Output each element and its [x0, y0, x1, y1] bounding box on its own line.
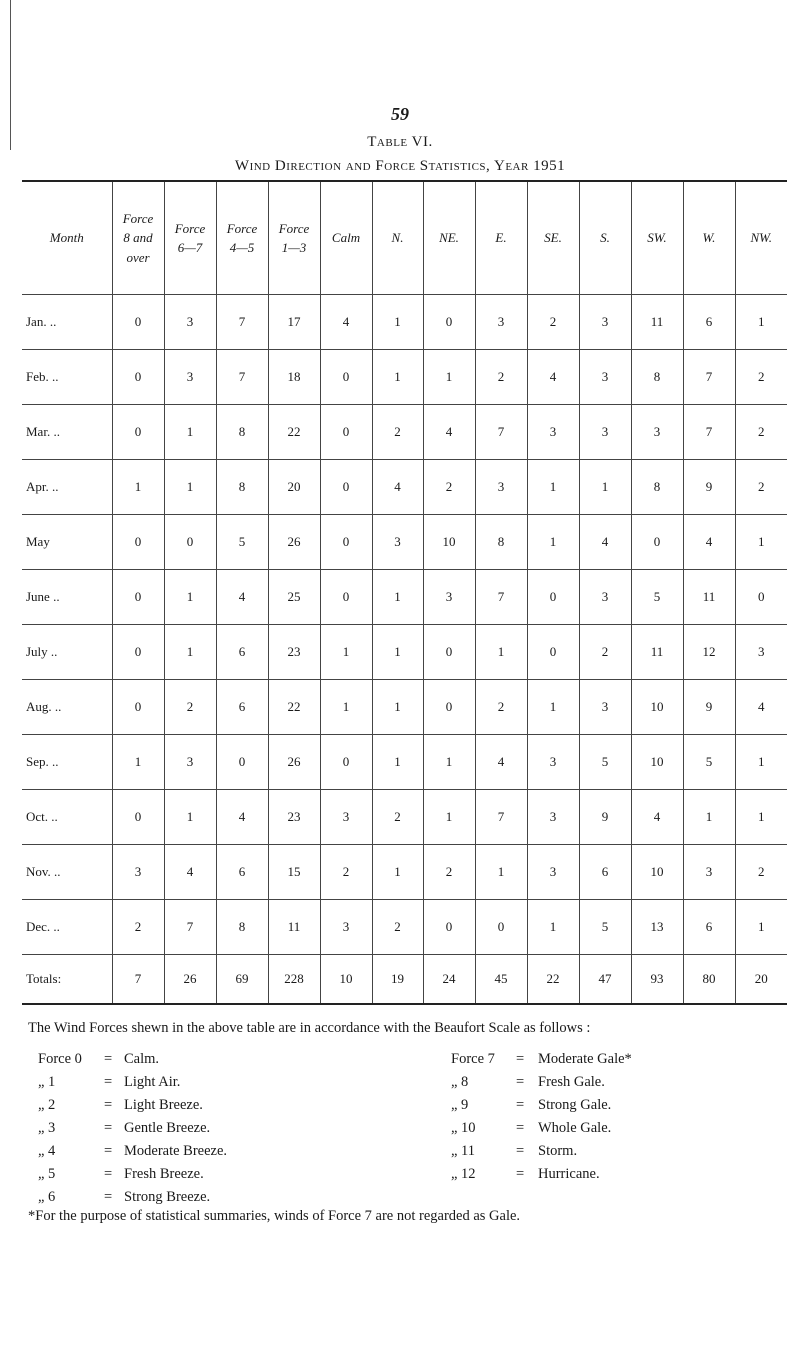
- total-cell: 93: [631, 955, 683, 1005]
- value-cell: 13: [631, 900, 683, 955]
- force-label: „ 9: [451, 1097, 469, 1113]
- force-description: Strong Gale.: [538, 1097, 612, 1113]
- page-edge-mark: [0, 0, 11, 150]
- scale-row: [38, 1186, 778, 1209]
- totals-row: [22, 955, 787, 1005]
- value-cell: 1: [735, 790, 787, 845]
- scale-row: [38, 1117, 778, 1140]
- force-label: „ 5: [38, 1166, 56, 1182]
- table-row: [22, 405, 787, 460]
- equals-sign: =: [104, 1120, 113, 1136]
- value-cell: 3: [527, 405, 579, 460]
- month-cell: Aug. ..: [22, 680, 112, 735]
- column-header: [631, 181, 683, 295]
- value-cell: 8: [216, 405, 268, 460]
- total-cell: 20: [735, 955, 787, 1005]
- equals-sign: =: [104, 1166, 113, 1182]
- value-cell: 2: [735, 405, 787, 460]
- value-cell: 7: [164, 900, 216, 955]
- force-description: Gentle Breeze.: [124, 1120, 211, 1136]
- value-cell: 4: [320, 295, 372, 350]
- force-description: Strong Breeze.: [124, 1189, 211, 1205]
- value-cell: 8: [631, 350, 683, 405]
- column-header: [527, 181, 579, 295]
- scale-row: [38, 1140, 778, 1163]
- value-cell: 1: [423, 350, 475, 405]
- value-cell: 1: [112, 460, 164, 515]
- header-line: 8 and: [123, 230, 153, 246]
- header-line: 1—3: [281, 240, 307, 255]
- month-cell: Nov. ..: [22, 845, 112, 900]
- value-cell: 1: [735, 900, 787, 955]
- force-label: „ 2: [38, 1097, 56, 1113]
- value-cell: 6: [683, 295, 735, 350]
- total-cell: 10: [320, 955, 372, 1005]
- value-cell: 8: [216, 460, 268, 515]
- beaufort-scale: [38, 1048, 778, 1209]
- value-cell: 1: [735, 735, 787, 790]
- value-cell: 3: [527, 790, 579, 845]
- table-row: [22, 680, 787, 735]
- value-cell: 0: [112, 350, 164, 405]
- equals-sign: =: [104, 1143, 113, 1159]
- month-cell: May: [22, 515, 112, 570]
- total-cell: 24: [423, 955, 475, 1005]
- value-cell: 0: [112, 625, 164, 680]
- value-cell: 10: [631, 735, 683, 790]
- value-cell: 1: [112, 735, 164, 790]
- value-cell: 6: [683, 900, 735, 955]
- value-cell: 3: [112, 845, 164, 900]
- value-cell: 8: [631, 460, 683, 515]
- table-row: [22, 845, 787, 900]
- value-cell: 1: [423, 790, 475, 845]
- value-cell: 17: [268, 295, 320, 350]
- month-cell: June ..: [22, 570, 112, 625]
- header-line: 4—5: [229, 240, 255, 255]
- equals-sign: =: [516, 1051, 525, 1067]
- value-cell: 7: [475, 405, 527, 460]
- column-header: [216, 181, 268, 295]
- force-description: Moderate Gale*: [538, 1051, 632, 1067]
- value-cell: 2: [372, 405, 423, 460]
- total-cell: 47: [579, 955, 631, 1005]
- value-cell: 4: [372, 460, 423, 515]
- value-cell: 1: [320, 680, 372, 735]
- value-cell: 0: [112, 405, 164, 460]
- totals-label: Totals:: [22, 955, 112, 1005]
- column-header: [372, 181, 423, 295]
- value-cell: 23: [268, 625, 320, 680]
- total-cell: 26: [164, 955, 216, 1005]
- table-row: [22, 735, 787, 790]
- value-cell: 0: [320, 570, 372, 625]
- value-cell: 4: [216, 790, 268, 845]
- equals-sign: =: [516, 1120, 525, 1136]
- value-cell: 3: [164, 735, 216, 790]
- beaufort-intro: The Wind Forces shewn in the above table are in accordance with the Beaufort Scale as follows :: [28, 1020, 591, 1036]
- value-cell: 3: [372, 515, 423, 570]
- total-cell: 228: [268, 955, 320, 1005]
- force-label: „ 3: [38, 1120, 56, 1136]
- scale-row: [38, 1163, 778, 1186]
- header-line: SE.: [544, 230, 562, 246]
- value-cell: 6: [216, 845, 268, 900]
- value-cell: 0: [112, 515, 164, 570]
- value-cell: 5: [631, 570, 683, 625]
- header-line: over: [126, 249, 150, 265]
- column-header: [164, 181, 216, 295]
- value-cell: 1: [372, 350, 423, 405]
- value-cell: 6: [216, 680, 268, 735]
- value-cell: 0: [164, 515, 216, 570]
- value-cell: 3: [579, 405, 631, 460]
- value-cell: 22: [268, 405, 320, 460]
- value-cell: 23: [268, 790, 320, 845]
- value-cell: 0: [112, 295, 164, 350]
- value-cell: 5: [216, 515, 268, 570]
- equals-sign: =: [516, 1166, 525, 1182]
- value-cell: 0: [112, 680, 164, 735]
- value-cell: 11: [631, 295, 683, 350]
- value-cell: 3: [579, 350, 631, 405]
- value-cell: 1: [372, 680, 423, 735]
- value-cell: 3: [631, 405, 683, 460]
- value-cell: 1: [475, 625, 527, 680]
- value-cell: 1: [372, 570, 423, 625]
- value-cell: 2: [579, 625, 631, 680]
- value-cell: 20: [268, 460, 320, 515]
- header-line: NE.: [439, 230, 459, 246]
- force-label: „ 8: [451, 1074, 469, 1090]
- value-cell: 7: [475, 570, 527, 625]
- month-cell: July ..: [22, 625, 112, 680]
- equals-sign: =: [104, 1097, 113, 1113]
- value-cell: 0: [527, 570, 579, 625]
- total-cell: 80: [683, 955, 735, 1005]
- column-header: [735, 181, 787, 295]
- gale-footnote: *For the purpose of statistical summaries, winds of Force 7 are not regarded as Gale.: [28, 1208, 521, 1224]
- equals-sign: =: [104, 1051, 113, 1067]
- force-description: Calm.: [124, 1051, 160, 1067]
- month-cell: Sep. ..: [22, 735, 112, 790]
- value-cell: 2: [372, 900, 423, 955]
- header-line: W.: [702, 230, 716, 246]
- value-cell: 26: [268, 735, 320, 790]
- value-cell: 2: [320, 845, 372, 900]
- value-cell: 1: [372, 845, 423, 900]
- header-line: Force: [122, 210, 154, 226]
- column-header: [112, 181, 164, 295]
- force-label: „ 1: [38, 1074, 56, 1090]
- value-cell: 22: [268, 680, 320, 735]
- value-cell: 6: [216, 625, 268, 680]
- column-header-month: [22, 181, 112, 295]
- value-cell: 1: [683, 790, 735, 845]
- value-cell: 15: [268, 845, 320, 900]
- value-cell: 8: [475, 515, 527, 570]
- total-cell: 7: [112, 955, 164, 1005]
- table-row: [22, 350, 787, 405]
- table-row: [22, 295, 787, 350]
- force-description: Storm.: [538, 1143, 578, 1159]
- header-line: SW.: [647, 230, 667, 246]
- value-cell: 3: [164, 295, 216, 350]
- value-cell: 3: [423, 570, 475, 625]
- header-row: [22, 181, 787, 295]
- value-cell: 3: [527, 845, 579, 900]
- value-cell: 4: [735, 680, 787, 735]
- force-label: Force 7: [451, 1051, 495, 1067]
- value-cell: 0: [475, 900, 527, 955]
- force-label: Force 0: [38, 1051, 82, 1067]
- table-row: [22, 900, 787, 955]
- value-cell: 10: [631, 680, 683, 735]
- value-cell: 1: [372, 295, 423, 350]
- column-header: [579, 181, 631, 295]
- value-cell: 3: [320, 900, 372, 955]
- value-cell: 9: [579, 790, 631, 845]
- force-description: Light Breeze.: [124, 1097, 203, 1113]
- value-cell: 4: [475, 735, 527, 790]
- value-cell: 9: [683, 460, 735, 515]
- value-cell: 5: [579, 900, 631, 955]
- value-cell: 11: [268, 900, 320, 955]
- value-cell: 7: [683, 350, 735, 405]
- value-cell: 26: [268, 515, 320, 570]
- value-cell: 3: [735, 625, 787, 680]
- value-cell: 1: [164, 790, 216, 845]
- column-header: [423, 181, 475, 295]
- value-cell: 7: [216, 350, 268, 405]
- value-cell: 4: [527, 350, 579, 405]
- value-cell: 4: [631, 790, 683, 845]
- value-cell: 0: [423, 900, 475, 955]
- table-row: [22, 570, 787, 625]
- total-cell: 19: [372, 955, 423, 1005]
- column-header: [320, 181, 372, 295]
- header-line: Calm: [331, 230, 361, 246]
- force-description: Hurricane.: [538, 1166, 600, 1182]
- value-cell: 0: [112, 790, 164, 845]
- header-line: NW.: [750, 230, 773, 246]
- value-cell: 3: [320, 790, 372, 845]
- value-cell: 0: [320, 350, 372, 405]
- total-cell: 22: [527, 955, 579, 1005]
- value-cell: 4: [216, 570, 268, 625]
- value-cell: 10: [423, 515, 475, 570]
- equals-sign: =: [516, 1143, 525, 1159]
- value-cell: 3: [475, 460, 527, 515]
- header-line: E.: [495, 230, 507, 246]
- force-description: Light Air.: [124, 1074, 181, 1090]
- value-cell: 2: [527, 295, 579, 350]
- value-cell: 7: [475, 790, 527, 845]
- header-line: N.: [391, 230, 404, 246]
- value-cell: 0: [320, 460, 372, 515]
- total-cell: 69: [216, 955, 268, 1005]
- table-body: [22, 295, 787, 1005]
- table-row: [22, 790, 787, 845]
- value-cell: 2: [164, 680, 216, 735]
- force-description: Fresh Gale.: [538, 1074, 605, 1090]
- equals-sign: =: [516, 1074, 525, 1090]
- scale-row: [38, 1071, 778, 1094]
- value-cell: 0: [320, 405, 372, 460]
- force-label: „ 12: [451, 1166, 476, 1182]
- value-cell: 1: [475, 845, 527, 900]
- value-cell: 18: [268, 350, 320, 405]
- force-description: Fresh Breeze.: [124, 1166, 204, 1182]
- table-title: Wind Direction and Force Statistics, Year 1951: [234, 158, 566, 174]
- month-cell: Dec. ..: [22, 900, 112, 955]
- value-cell: 0: [112, 570, 164, 625]
- header-line: 6—7: [177, 240, 203, 255]
- header-line: Force: [226, 220, 258, 236]
- force-label: „ 11: [451, 1143, 476, 1159]
- force-description: Moderate Breeze.: [124, 1143, 228, 1159]
- value-cell: 4: [423, 405, 475, 460]
- header-line: Force: [174, 220, 206, 236]
- page-number: 59: [391, 104, 409, 124]
- value-cell: 1: [164, 460, 216, 515]
- value-cell: 25: [268, 570, 320, 625]
- value-cell: 1: [164, 625, 216, 680]
- value-cell: 1: [579, 460, 631, 515]
- value-cell: 5: [683, 735, 735, 790]
- value-cell: 0: [320, 515, 372, 570]
- value-cell: 5: [579, 735, 631, 790]
- value-cell: 7: [216, 295, 268, 350]
- value-cell: 1: [527, 515, 579, 570]
- value-cell: 6: [579, 845, 631, 900]
- value-cell: 4: [164, 845, 216, 900]
- value-cell: 10: [631, 845, 683, 900]
- month-cell: Oct. ..: [22, 790, 112, 845]
- value-cell: 0: [423, 295, 475, 350]
- column-header: [683, 181, 735, 295]
- value-cell: 1: [423, 735, 475, 790]
- table-row: [22, 515, 787, 570]
- force-label: „ 6: [38, 1189, 56, 1205]
- equals-sign: =: [104, 1074, 113, 1090]
- value-cell: 1: [164, 405, 216, 460]
- month-cell: Apr. ..: [22, 460, 112, 515]
- value-cell: 0: [423, 680, 475, 735]
- value-cell: 3: [683, 845, 735, 900]
- value-cell: 2: [475, 350, 527, 405]
- value-cell: 0: [423, 625, 475, 680]
- value-cell: 12: [683, 625, 735, 680]
- month-cell: Mar. ..: [22, 405, 112, 460]
- value-cell: 7: [683, 405, 735, 460]
- value-cell: 1: [527, 680, 579, 735]
- value-cell: 2: [112, 900, 164, 955]
- header-line: Force: [278, 220, 310, 236]
- header-line: Month: [49, 230, 84, 246]
- value-cell: 0: [320, 735, 372, 790]
- value-cell: 2: [735, 845, 787, 900]
- value-cell: 1: [527, 900, 579, 955]
- total-cell: 45: [475, 955, 527, 1005]
- value-cell: 3: [164, 350, 216, 405]
- column-header: [475, 181, 527, 295]
- value-cell: 11: [631, 625, 683, 680]
- value-cell: 0: [527, 625, 579, 680]
- equals-sign: =: [104, 1189, 113, 1205]
- value-cell: 11: [683, 570, 735, 625]
- value-cell: 1: [164, 570, 216, 625]
- month-cell: Feb. ..: [22, 350, 112, 405]
- equals-sign: =: [516, 1097, 525, 1113]
- value-cell: 3: [527, 735, 579, 790]
- value-cell: 1: [320, 625, 372, 680]
- value-cell: 3: [475, 295, 527, 350]
- value-cell: 0: [735, 570, 787, 625]
- value-cell: 1: [527, 460, 579, 515]
- value-cell: 4: [579, 515, 631, 570]
- value-cell: 0: [216, 735, 268, 790]
- value-cell: 3: [579, 680, 631, 735]
- value-cell: 1: [372, 625, 423, 680]
- force-label: „ 10: [451, 1120, 476, 1136]
- value-cell: 2: [735, 460, 787, 515]
- scale-row: [38, 1048, 778, 1071]
- value-cell: 2: [423, 460, 475, 515]
- column-header: [268, 181, 320, 295]
- value-cell: 3: [579, 570, 631, 625]
- value-cell: 1: [735, 295, 787, 350]
- value-cell: 1: [372, 735, 423, 790]
- value-cell: 1: [735, 515, 787, 570]
- wind-statistics-table: [22, 180, 787, 1005]
- scale-row: [38, 1094, 778, 1117]
- table-label: Table VI.: [367, 134, 433, 150]
- force-description: Whole Gale.: [538, 1120, 612, 1136]
- force-label: „ 4: [38, 1143, 56, 1159]
- table-row: [22, 625, 787, 680]
- value-cell: 2: [423, 845, 475, 900]
- value-cell: 4: [683, 515, 735, 570]
- header-line: S.: [600, 230, 610, 246]
- value-cell: 2: [372, 790, 423, 845]
- month-cell: Jan. ..: [22, 295, 112, 350]
- table-row: [22, 460, 787, 515]
- value-cell: 0: [631, 515, 683, 570]
- value-cell: 9: [683, 680, 735, 735]
- value-cell: 3: [579, 295, 631, 350]
- value-cell: 8: [216, 900, 268, 955]
- value-cell: 2: [475, 680, 527, 735]
- value-cell: 2: [735, 350, 787, 405]
